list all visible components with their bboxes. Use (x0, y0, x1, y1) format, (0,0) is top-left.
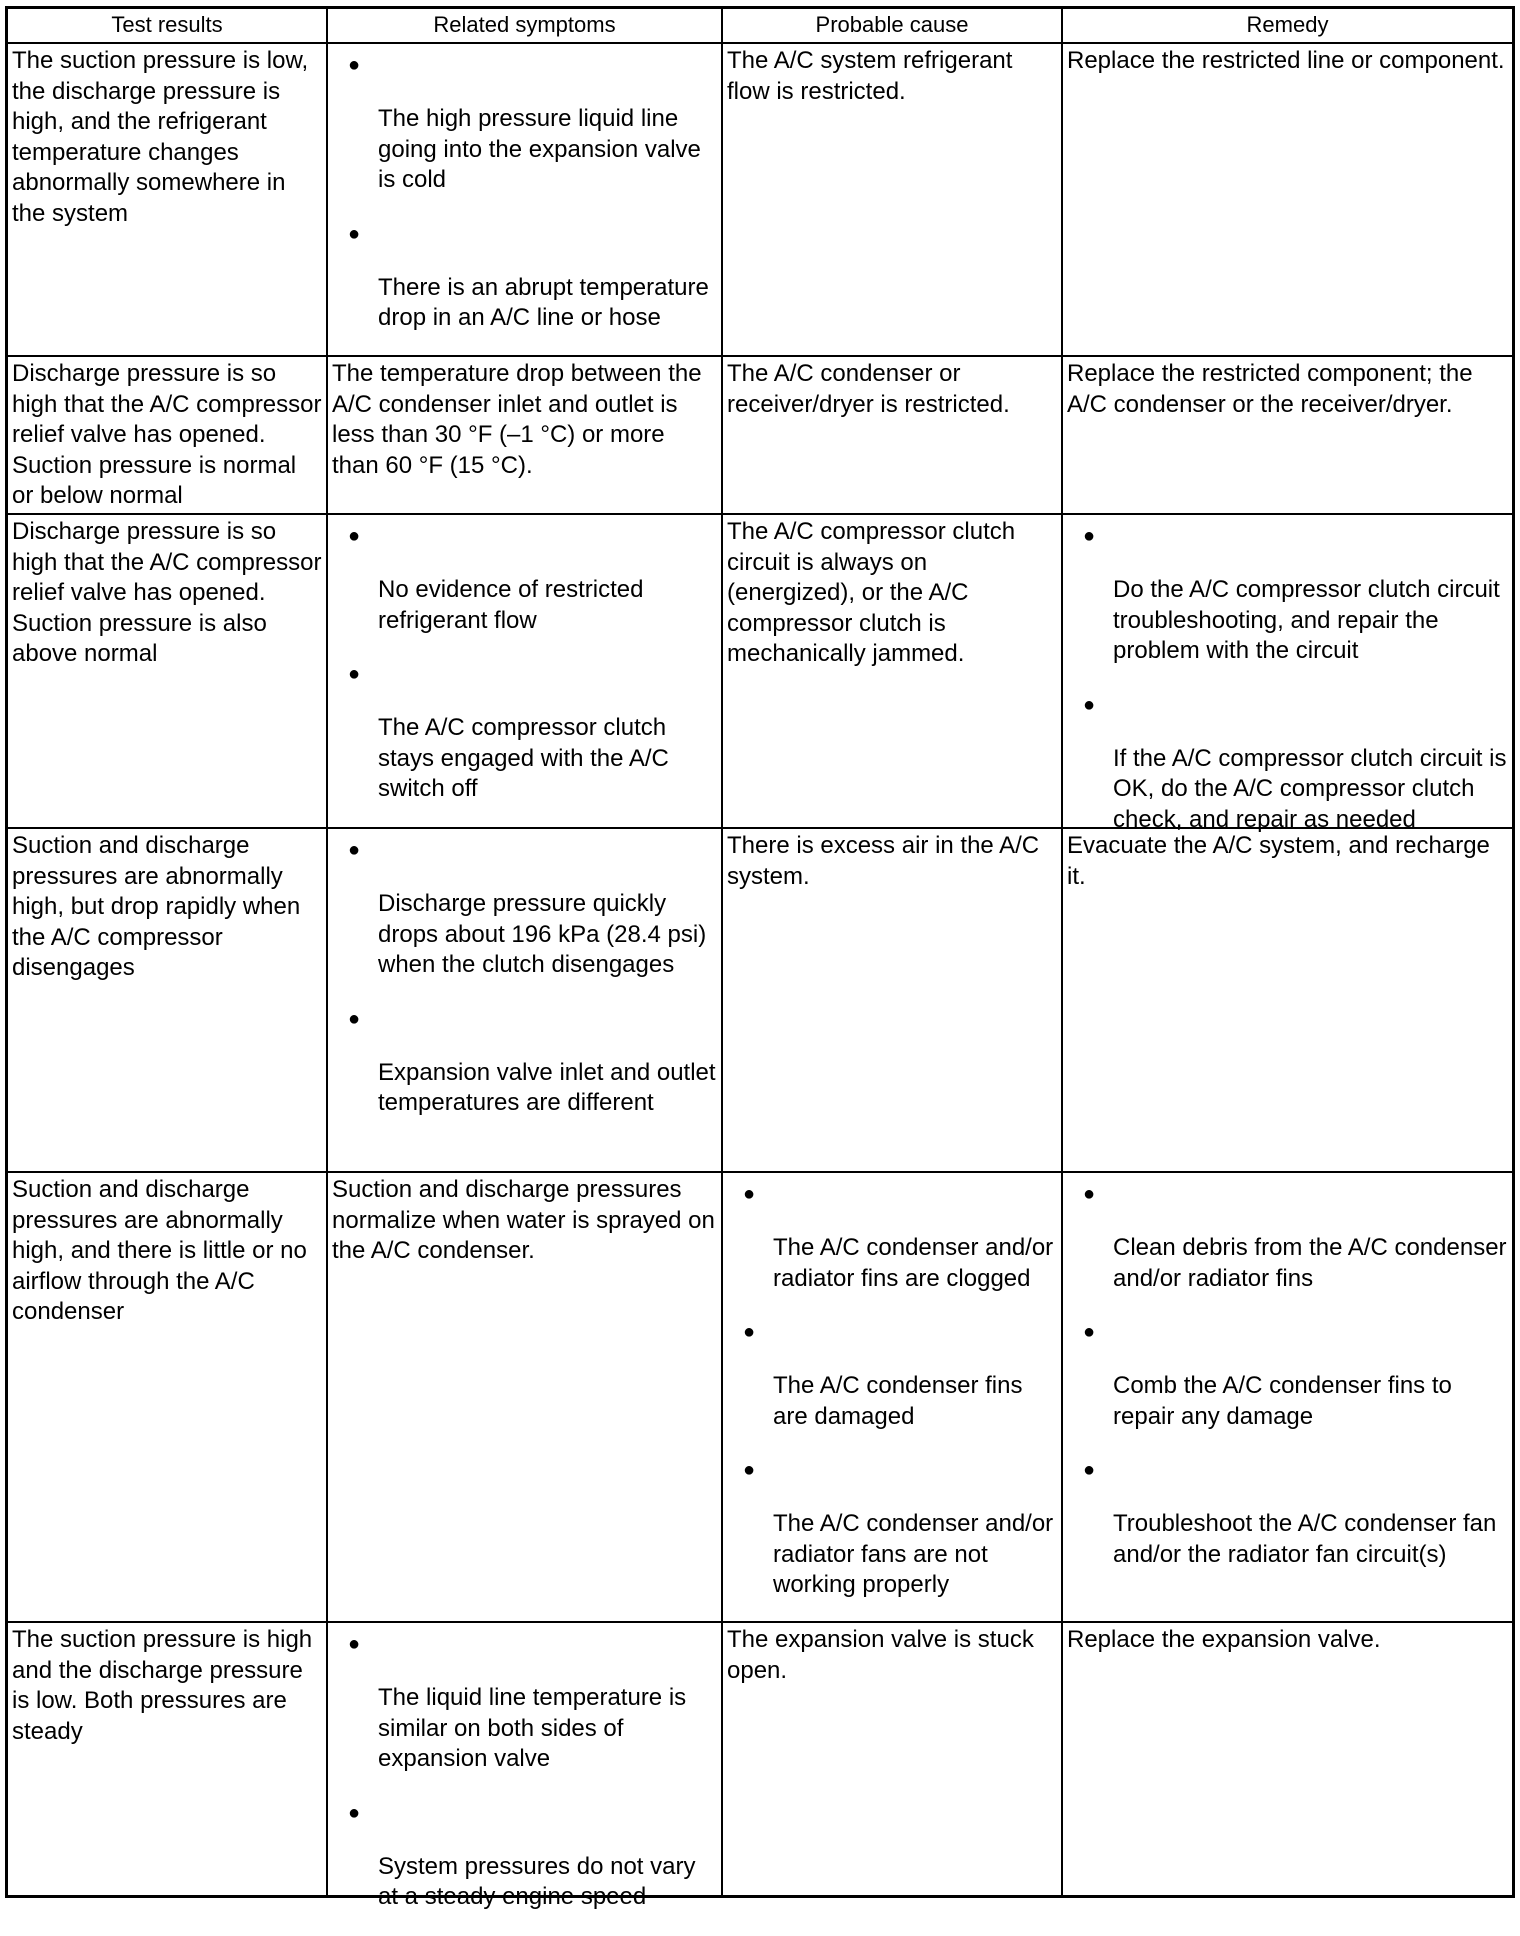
bullet-icon: ● (348, 525, 361, 547)
remedy-cell (1063, 1173, 1512, 1621)
remedy-item: Troubleshoot the A/C condenser fan and/or the radiator fan circuit(s) (1113, 1510, 1497, 1568)
remedy-cell (1063, 829, 1512, 1171)
bullet-icon: ● (1083, 525, 1096, 547)
bullet-icon: ● (743, 1321, 756, 1343)
bullet-icon: ● (348, 54, 361, 76)
remedy-text: Replace the restricted component; the A/C condenser or the receiver/dryer. (1067, 360, 1473, 418)
bullet-icon: ● (348, 1007, 361, 1030)
remedy-item: Clean debris from the A/C condenser and/or radiator fins (1113, 1234, 1507, 1292)
header-probable-cause: Probable cause (723, 9, 1063, 42)
test-results-text: Discharge pressure is so high that the A/C compressor relief valve has opened. Suction pressure is also above normal (12, 518, 322, 667)
test-results-text: The suction pressure is low, the discharge pressure is high, and the refrigerant temperature changes abnormally somewhere in the system (12, 47, 309, 227)
symptom-item: There is an abrupt temperature drop in an A/C line or hose (378, 273, 709, 331)
header-test-results: Test results (8, 9, 328, 42)
remedy-item: Comb the A/C condenser fins to repair any damage (1113, 1372, 1452, 1430)
probable-cause-text: The A/C condenser or receiver/dryer is restricted. (727, 360, 1010, 418)
symptom-item: Discharge pressure quickly drops about 196 kPa (28.4 psi) when the clutch disengages (378, 890, 707, 978)
bullet-icon: ● (348, 222, 361, 245)
bullet-icon: ● (348, 1633, 361, 1655)
bullet-icon: ● (348, 1801, 361, 1824)
probable-cause-text: The A/C system refrigerant flow is restricted. (727, 47, 1013, 105)
bullet-icon: ● (348, 839, 361, 861)
test-results-text: Discharge pressure is so high that the A/C compressor relief valve has opened. Suction pressure is normal or below normal (12, 360, 322, 509)
symptom-item: The high pressure liquid line going into the expansion valve is cold (378, 105, 701, 193)
probable-cause-cell (723, 1623, 1063, 1895)
table-row (8, 515, 1512, 833)
table-row (8, 44, 1512, 357)
test-results-cell (8, 357, 328, 513)
test-results-cell (8, 1623, 328, 1895)
related-symptoms-cell (328, 44, 723, 355)
cause-item: The A/C condenser fins are damaged (773, 1372, 1023, 1430)
remedy-cell (1063, 515, 1512, 833)
probable-cause-text: The expansion valve is stuck open. (727, 1626, 1034, 1684)
probable-cause-text: There is excess air in the A/C system. (727, 832, 1040, 890)
test-results-text: Suction and discharge pressures are abnormally high, and there is little or no airflow through the A/C condenser (12, 1176, 307, 1325)
bullet-icon: ● (1083, 1459, 1096, 1481)
test-results-cell (8, 44, 328, 355)
table-row (8, 1173, 1512, 1623)
related-symptoms-cell (328, 1623, 723, 1910)
related-symptoms-cell (328, 829, 723, 1171)
remedy-cell (1063, 44, 1512, 355)
table-row (8, 1623, 1512, 1910)
symptom-item: The liquid line temperature is similar on both sides of expansion valve (378, 1684, 687, 1772)
bullet-icon: ● (743, 1183, 756, 1205)
remedy-cell (1063, 357, 1512, 513)
table-header-row (8, 9, 1512, 44)
test-results-cell (8, 515, 328, 827)
remedy-item: If the A/C compressor clutch circuit is OK, do the A/C compressor clutch check, and repair as needed (1113, 744, 1507, 833)
remedy-text: Replace the expansion valve. (1067, 1626, 1381, 1653)
probable-cause-cell (723, 1173, 1063, 1621)
symptom-text: The temperature drop between the A/C condenser inlet and outlet is less than 30 °F (–1 °C) or more than 60 °F (15 °C). (332, 360, 702, 479)
related-symptoms-cell (328, 1173, 723, 1621)
bullet-icon: ● (1083, 1321, 1096, 1343)
bullet-icon: ● (1083, 693, 1096, 716)
probable-cause-text: The A/C compressor clutch circuit is always on (energized), or the A/C compressor clutch is mechanically jammed. (727, 518, 1016, 667)
related-symptoms-cell (328, 515, 723, 827)
test-results-text: The suction pressure is high and the discharge pressure is low. Both pressures are steady (12, 1626, 313, 1745)
related-symptoms-cell (328, 357, 723, 513)
remedy-item: Do the A/C compressor clutch circuit troubleshooting, and repair the problem with the circuit (1113, 576, 1500, 664)
test-results-cell (8, 829, 328, 1171)
bullet-icon: ● (743, 1459, 756, 1481)
header-related-symptoms: Related symptoms (328, 9, 723, 42)
troubleshooting-table (5, 6, 1515, 1910)
cause-item: The A/C condenser and/or radiator fins are clogged (773, 1234, 1054, 1292)
probable-cause-cell (723, 357, 1063, 513)
test-results-cell (8, 1173, 328, 1621)
bullet-icon: ● (348, 663, 361, 685)
cause-item: The A/C condenser and/or radiator fans are not working properly (773, 1510, 1054, 1598)
symptom-item: Expansion valve inlet and outlet temperatures are different (378, 1058, 716, 1116)
symptom-item: System pressures do not vary at a steady engine speed (378, 1852, 696, 1910)
bullet-icon: ● (1083, 1183, 1096, 1205)
symptom-item: No evidence of restricted refrigerant flow (378, 576, 644, 634)
remedy-cell (1063, 1623, 1512, 1895)
test-results-text: Suction and discharge pressures are abnormally high, but drop rapidly when the A/C compressor disengages (12, 832, 301, 981)
table-row (8, 357, 1512, 515)
table-row (8, 829, 1512, 1173)
symptom-item: The A/C compressor clutch stays engaged with the A/C switch off (378, 714, 669, 802)
probable-cause-cell (723, 515, 1063, 827)
probable-cause-cell (723, 44, 1063, 355)
remedy-text: Replace the restricted line or component. (1067, 47, 1505, 74)
symptom-text: Suction and discharge pressures normalize when water is sprayed on the A/C condenser. (332, 1176, 715, 1264)
header-remedy: Remedy (1246, 12, 1329, 37)
probable-cause-cell (723, 829, 1063, 1171)
remedy-text: Evacuate the A/C system, and recharge it. (1067, 832, 1490, 890)
